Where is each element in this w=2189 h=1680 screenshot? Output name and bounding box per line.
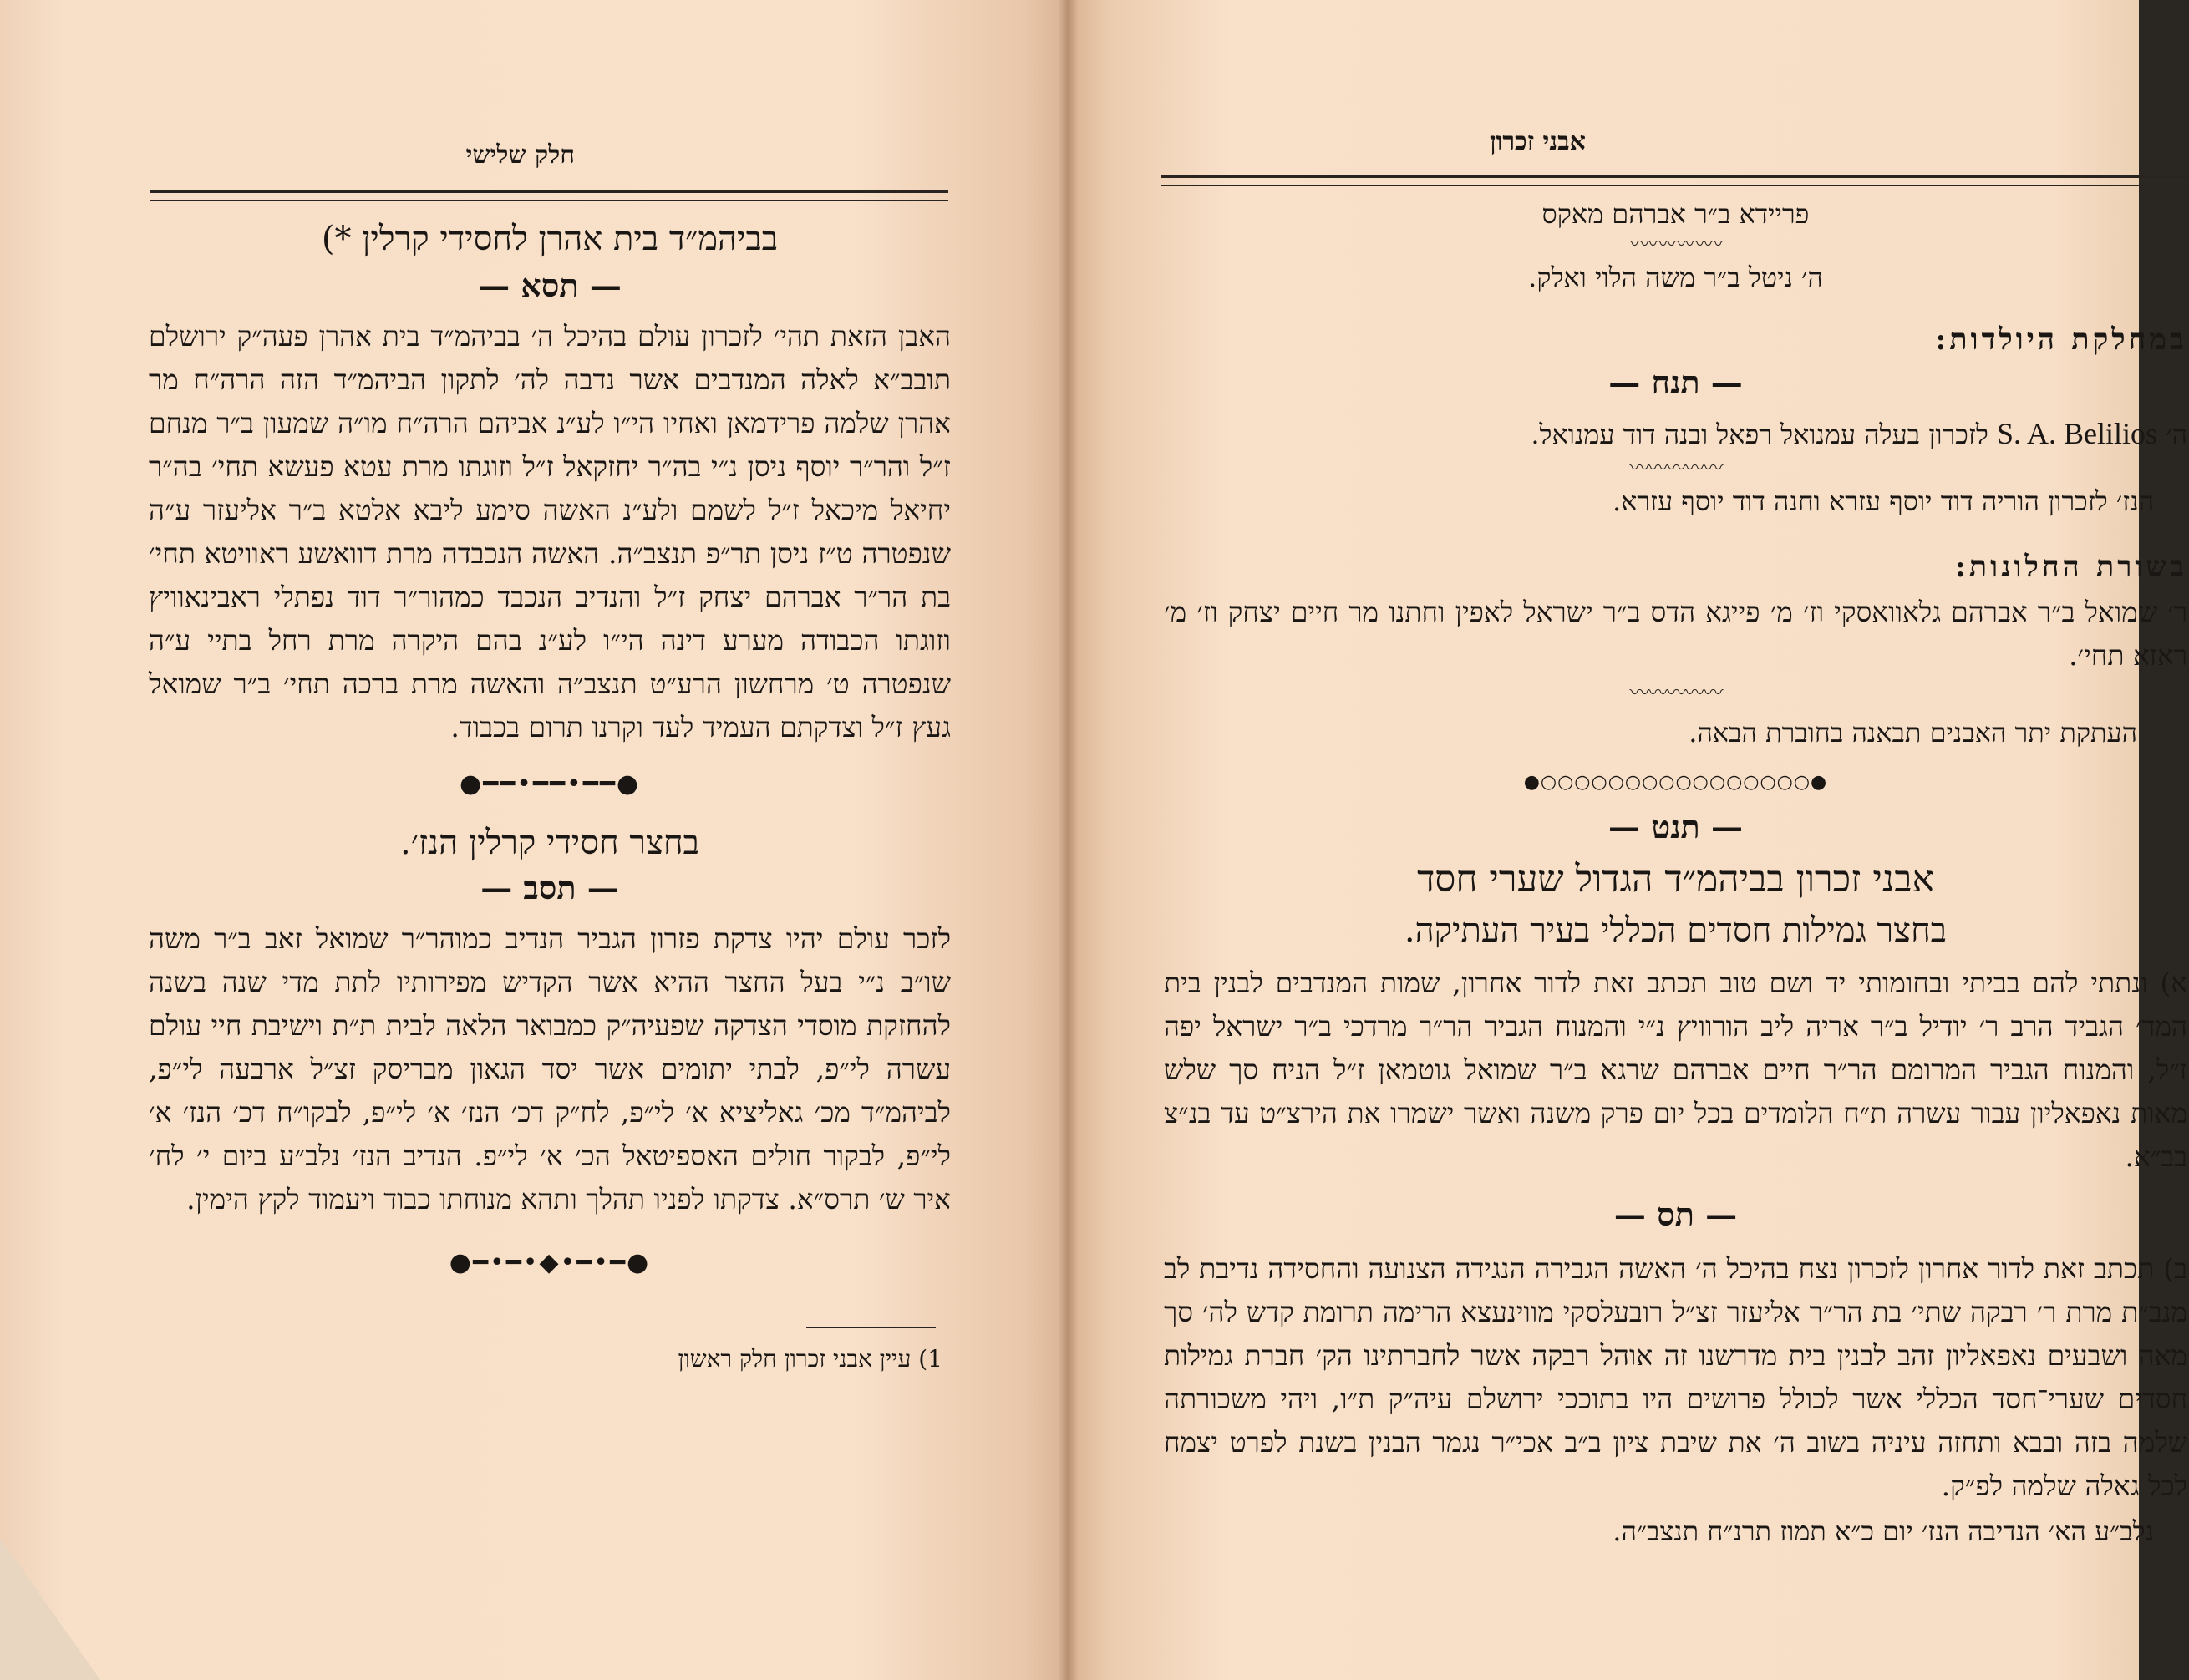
intro-line-1: פריידא ב״ר אברהם מאקס	[1541, 198, 1810, 230]
belilios-prefix: ה׳	[2166, 419, 2187, 450]
page-corner-fold	[0, 1538, 100, 1680]
right-running-head: אבני זכרון	[1490, 127, 1586, 156]
belilios-rest: לזכרון בעלה עמנואל רפאל ובנה דוד עמנואל.	[1531, 419, 1988, 450]
book-gutter	[1058, 0, 1078, 1680]
squiggle-divider-1: 〰〰〰〰〰	[1629, 232, 1722, 256]
section-title-1: בביהמ״ד בית אהרן לחסידי קרלין *)	[321, 220, 779, 258]
section-label-maternity: במחלקת היולדות:	[1935, 322, 2187, 357]
section-title-2: בחצר חסידי קרלין הנז׳.	[400, 824, 699, 862]
main-subheading: בחצר גמילות חסדים הכללי בעיר העתיקה.	[1404, 911, 1948, 950]
right-text-block	[1164, 194, 2187, 1551]
ornament-divider-1: ●━━•━━•━━●	[459, 769, 641, 799]
left-text-block	[149, 216, 951, 1280]
section-number-2: — תסב —	[480, 869, 619, 906]
ornament-divider-2: ●━•━•◆•━•━●	[449, 1248, 651, 1277]
hanaz-line: הנז׳ לזכרון הוריה דוד יוסף עזרא וחנה דוד יוסף עזרא.	[1612, 485, 2154, 517]
section-label-windows: בשורת החלונות:	[1954, 550, 2187, 584]
right-header-rule	[1161, 175, 2189, 186]
footnote: 1) עיין אבני זכרון חלק ראשון	[678, 1345, 942, 1373]
main-heading: אבני זכרון בביהמ״ד הגדול שערי חסד	[1417, 858, 1934, 901]
intro-line-2: ה׳ ניטל ב״ר משה הלוי ואלק.	[1528, 261, 1823, 293]
section-number-1: — תסא —	[478, 266, 622, 304]
right-page	[1068, 0, 2187, 1680]
left-header-rule	[150, 190, 948, 201]
stone-number-3: — תס —	[1613, 1195, 1738, 1233]
footnote-rule	[806, 1327, 936, 1328]
closing-line: נלב״ע הא׳ הנדיבה הנז׳ יום כ״א תמוז תרנ״ח תנצב״ה.	[1613, 1515, 2154, 1547]
stone-number-2: — תנט —	[1608, 808, 1743, 845]
section-paragraph-1: האבן הזאת תהי׳ לזכרון עולם בהיכל ה׳ בביהמ״ד בית אהרן פעה״ק ירושלם תובב״א לאלה המנדבים אשר נדבה לה׳ לתקון הביהמ״ד הזה הרה״ח מר אהרן שלמה פרידמאן ואחיו הי״ו לע״נ אביהם הרה״ח מו״ה שמעון ב״ר מנחם ז״ל והר״ר יוסף ניסן נ״י בה״ר יחזקאל ז״ל וזוגתו מרת עטא פעשא תחי׳ בה״ר יחיאל מיכאל ז״ל לשמם ולע״נ האשה סימע ליבא אלטא ב״ר אליעזר ע״ה שנפטרה ט״ז ניסן תר״פ תנצב״ה. האשה הנכבדה מרת דוואשע ראוויטא תחי׳ בת הר״ר אברהם יצחק ז״ל והנדיב הנכבד כמהור״ר דוד נפתלי ראבינאוויץ וזוגתו הכבודה מערע דינה הי״ו לע״נ בהם היקרה מרת רחל בתיי ע״ה שנפטרה ט׳ מרחשון הרע״ט תנצב״ה והאשה מרת ברכה תחי׳ ב״ר שמואל געץ ז״ל וצדקתם העמיד לעד וקרנו תרום בכבוד.	[149, 320, 951, 744]
dotted-divider: ●○○○○○○○○○○○○○○○○●	[1523, 772, 1828, 793]
paragraph-a: א) ונתתי להם בביתי ובחומותי יד ושם טוב תכתב זאת לדור אחרון, שמות המנדבים לבנין בית המד׳ הגביד הרב ר׳ יודיל ב״ר אריה ליב הורוויץ נ״י והמנוח הגביר הר״ר מרדכי ב״ר ישראל יפה ז״ל, והמנוח הגביר המרומם הר״ר חיים אברהם שרגא ב״ר שמואל גוטמאן ז״ל הניח סך שלש מאות נאפאליון עבור עשרה ת״ח הלומדים בכל יום פרק משנה ואשר ישמרו את הירצ״ט עד בנ״צ בב״א.	[1164, 967, 2187, 1173]
left-running-head: חלק שלישי	[465, 140, 575, 170]
section-paragraph-2: לזכר עולם יהיו צדקת פזרון הגביר הנדיב כמוהר״ר שמואל זאב ב״ר משה שו״ב נ״י בעל החצר ההיא אשר הקדיש מפירותיו לתת מדי שנה בשנה להחזקת מוסדי הצדקה שפעיה״ק כמבואר הלאה לבית ת״ת וישיבת חיי עולם עשרה לי״פ, לבתי יתומים אשר יסד הגאון מבריסק זצ״ל ארבעה לי״פ, לביהמ״ד מכ׳ גאליציא א׳ לי״פ, לח״ק דכ׳ הנז׳ א׳ לי״פ, לבקו״ח דכ׳ הנז׳ א׳ לי״פ, לבקור חולים האספיטאל הכ׳ א׳ לי״פ. הנדיב הנז׳ נלב״ע ביום י׳ לח׳ איר ש׳ תרס״א. צדקתו לפניו תהלך ותהא מנוחתו כבוד ויעמוד לקץ הימין.	[149, 922, 951, 1216]
haatakat-line: העתקת יתר האבנים תבאנה בחוברת הבאה.	[1689, 717, 2137, 749]
squiggle-divider-3: 〰〰〰〰〰	[1629, 681, 1722, 704]
left-page	[0, 0, 1068, 1680]
belilios-name: S. A. Belilios	[1996, 417, 2158, 450]
squiggle-divider-2: 〰〰〰〰〰	[1629, 456, 1722, 480]
stone-number-1: — תנח —	[1608, 363, 1743, 401]
paragraph-b: ב) תכתב זאת לדור אחרון לזכרון נצח בהיכל ה׳ האשה הגבירה הנגידה הצנועה והחסידה נדיבת לב מנב״ת מרת ר׳ רבקה שתי׳ בת הר״ר אליעזר זצ״ל רובעלסקי מווינעצא הרימה תרומת קדש לה׳ סך מאה ושבעים נאפאליון זהב לבנין בית מדרשנו זה אוהל רבקה אשר לחברתינו הק׳ חברת גמילות חסדים שערי־חסד הכללי אשר לכולל פרושים היו בתוככי ירושלם עיה״ק ת״ו, ויהי משכורתה שלמה בזה ובבא ותחזה עיניה בשוב ה׳ את שיבת ציון ב״ב אכי״ר נגמר הבנין בשנת לפרט יצמח לכל גאלה שלמה לפ״ק.	[1164, 1252, 2187, 1502]
belilios-line	[1164, 414, 2187, 454]
shmuel-paragraph: ר׳ שמואל ב״ר אברהם גלאוואסקי וז׳ מ׳ פייגא הדס ב״ר ישראל לאפין וחתנו מר חיים יצחק וז׳ מ׳ ראזא תחי׳.	[1164, 596, 2187, 672]
